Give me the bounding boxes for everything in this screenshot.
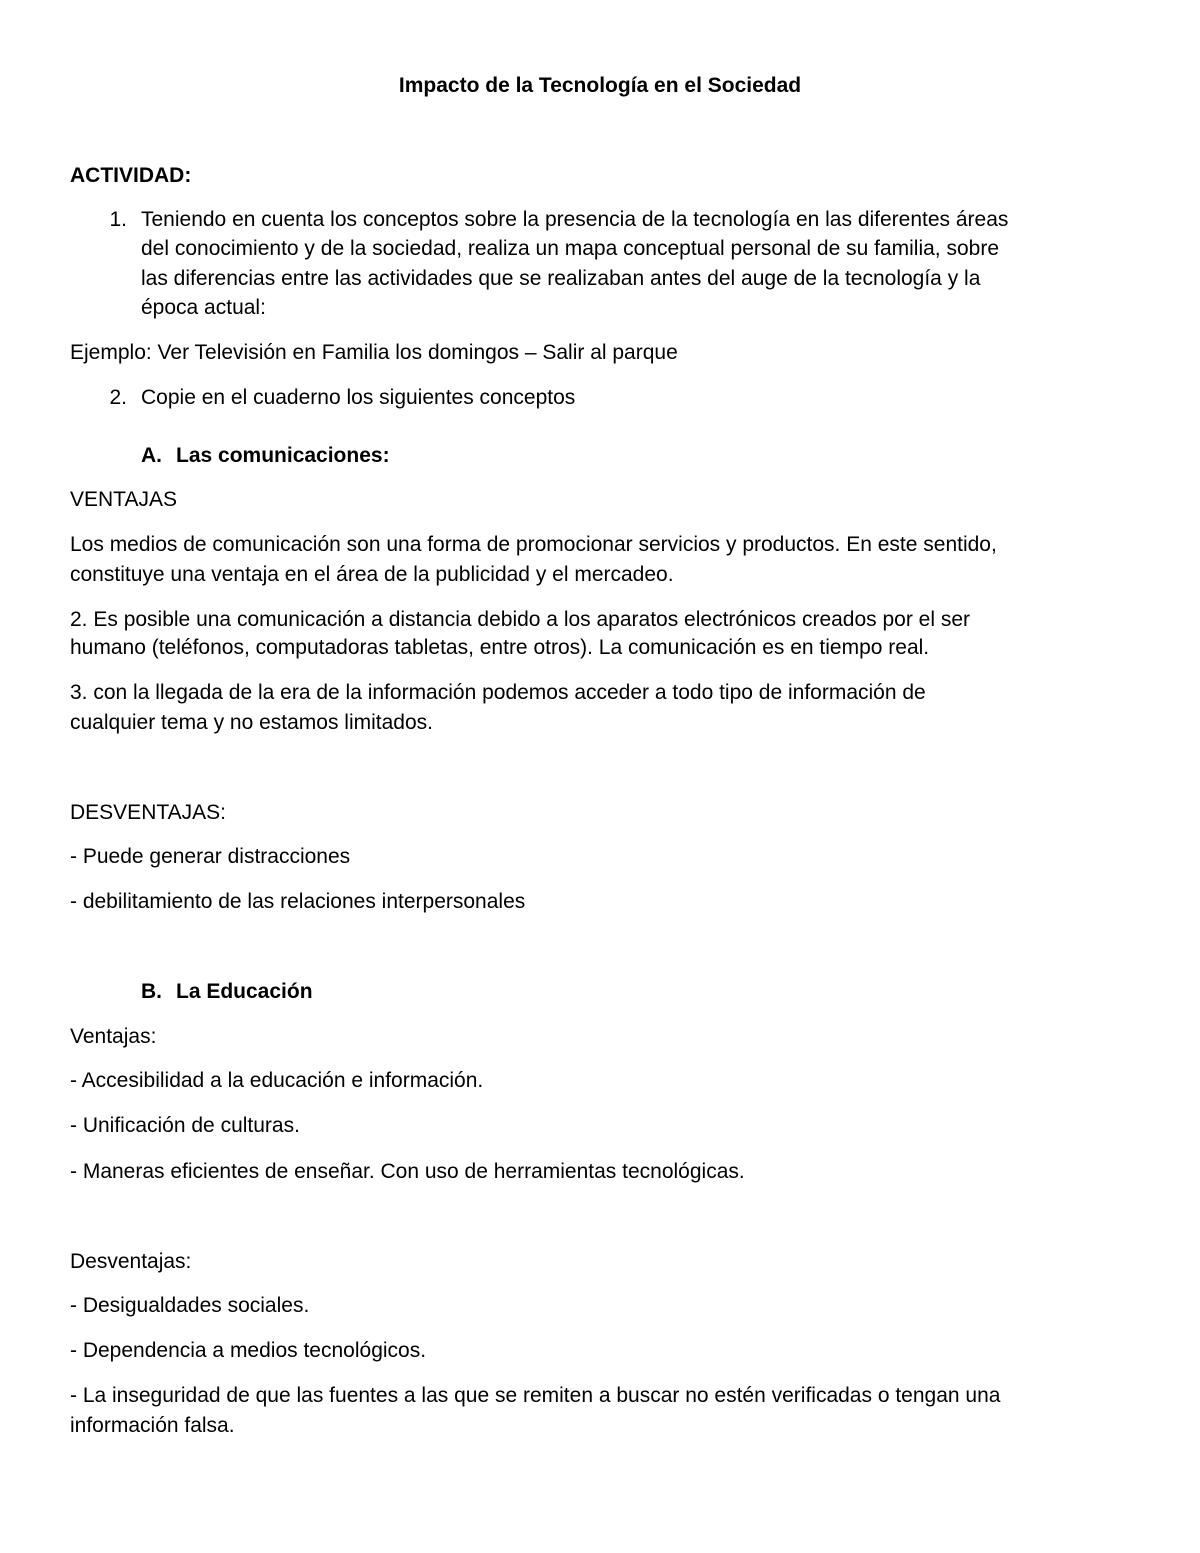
section-a-desventajas-label: DESVENTAJAS: (70, 801, 226, 824)
section-a-desventaja-item: - debilitamiento de las relaciones interpersonales (70, 890, 526, 913)
item1-line: del conocimiento y de la sociedad, realiza un mapa conceptual personal de su familia, sobre (141, 237, 1000, 260)
item2-text: Copie en el cuaderno los siguientes conceptos (141, 386, 576, 409)
section-a-para1-line: Los medios de comunicación son una forma de promocionar servicios y productos. En este sentido, (70, 533, 997, 556)
item1-number: 1. (109, 208, 127, 231)
item2-number: 2. (109, 386, 127, 409)
section-b-desventajas-label: Desventajas: (70, 1250, 192, 1273)
section-b-ventaja-item: - Maneras eficientes de enseñar. Con uso de herramientas tecnológicas. (70, 1160, 745, 1183)
section-b-desventaja-item: - Desigualdades sociales. (70, 1294, 310, 1317)
section-b-letter: B. (141, 980, 162, 1003)
section-a-para2-line: 2. Es posible una comunicación a distancia debido a los aparatos electrónicos creados por el ser (70, 608, 971, 631)
section-a-para3-line: 3. con la llegada de la era de la información podemos acceder a todo tipo de información de (70, 681, 926, 704)
section-a-ventajas-label: VENTAJAS (70, 488, 177, 511)
section-b-ventajas-label: Ventajas: (70, 1025, 157, 1048)
section-a-desventaja-item: - Puede generar distracciones (70, 845, 351, 868)
section-b-desventaja-item: - Dependencia a medios tecnológicos. (70, 1339, 427, 1362)
section-b-ventaja-item: - Accesibilidad a la educación e información. (70, 1069, 484, 1092)
document-title: Impacto de la Tecnología en el Sociedad (398, 74, 802, 97)
section-b-last-item-line: información falsa. (70, 1414, 235, 1437)
item1-line: las diferencias entre las actividades que se realizaban antes del auge de la tecnología y la (141, 267, 981, 290)
actividad-heading: ACTIVIDAD: (70, 164, 192, 187)
section-b-heading: La Educación (176, 980, 313, 1003)
section-b-ventaja-item: - Unificación de culturas. (70, 1114, 300, 1137)
section-a-letter: A. (141, 444, 162, 467)
section-a-para2-line: humano (teléfonos, computadoras tabletas, entre otros). La comunicación es en tiempo real. (70, 636, 930, 659)
section-a-heading: Las comunicaciones: (176, 444, 390, 467)
section-a-para3-line: cualquier tema y no estamos limitados. (70, 711, 433, 734)
item1-line: Teniendo en cuenta los conceptos sobre la presencia de la tecnología en las diferentes áreas (141, 208, 1009, 231)
item1-line: época actual: (141, 296, 266, 319)
section-b-last-item-line: - La inseguridad de que las fuentes a las que se remiten a buscar no estén verificadas o tengan una (70, 1384, 1001, 1407)
section-a-para1-line: constituye una ventaja en el área de la publicidad y el mercadeo. (70, 563, 674, 586)
example-text: Ejemplo: Ver Televisión en Familia los domingos – Salir al parque (70, 341, 678, 364)
